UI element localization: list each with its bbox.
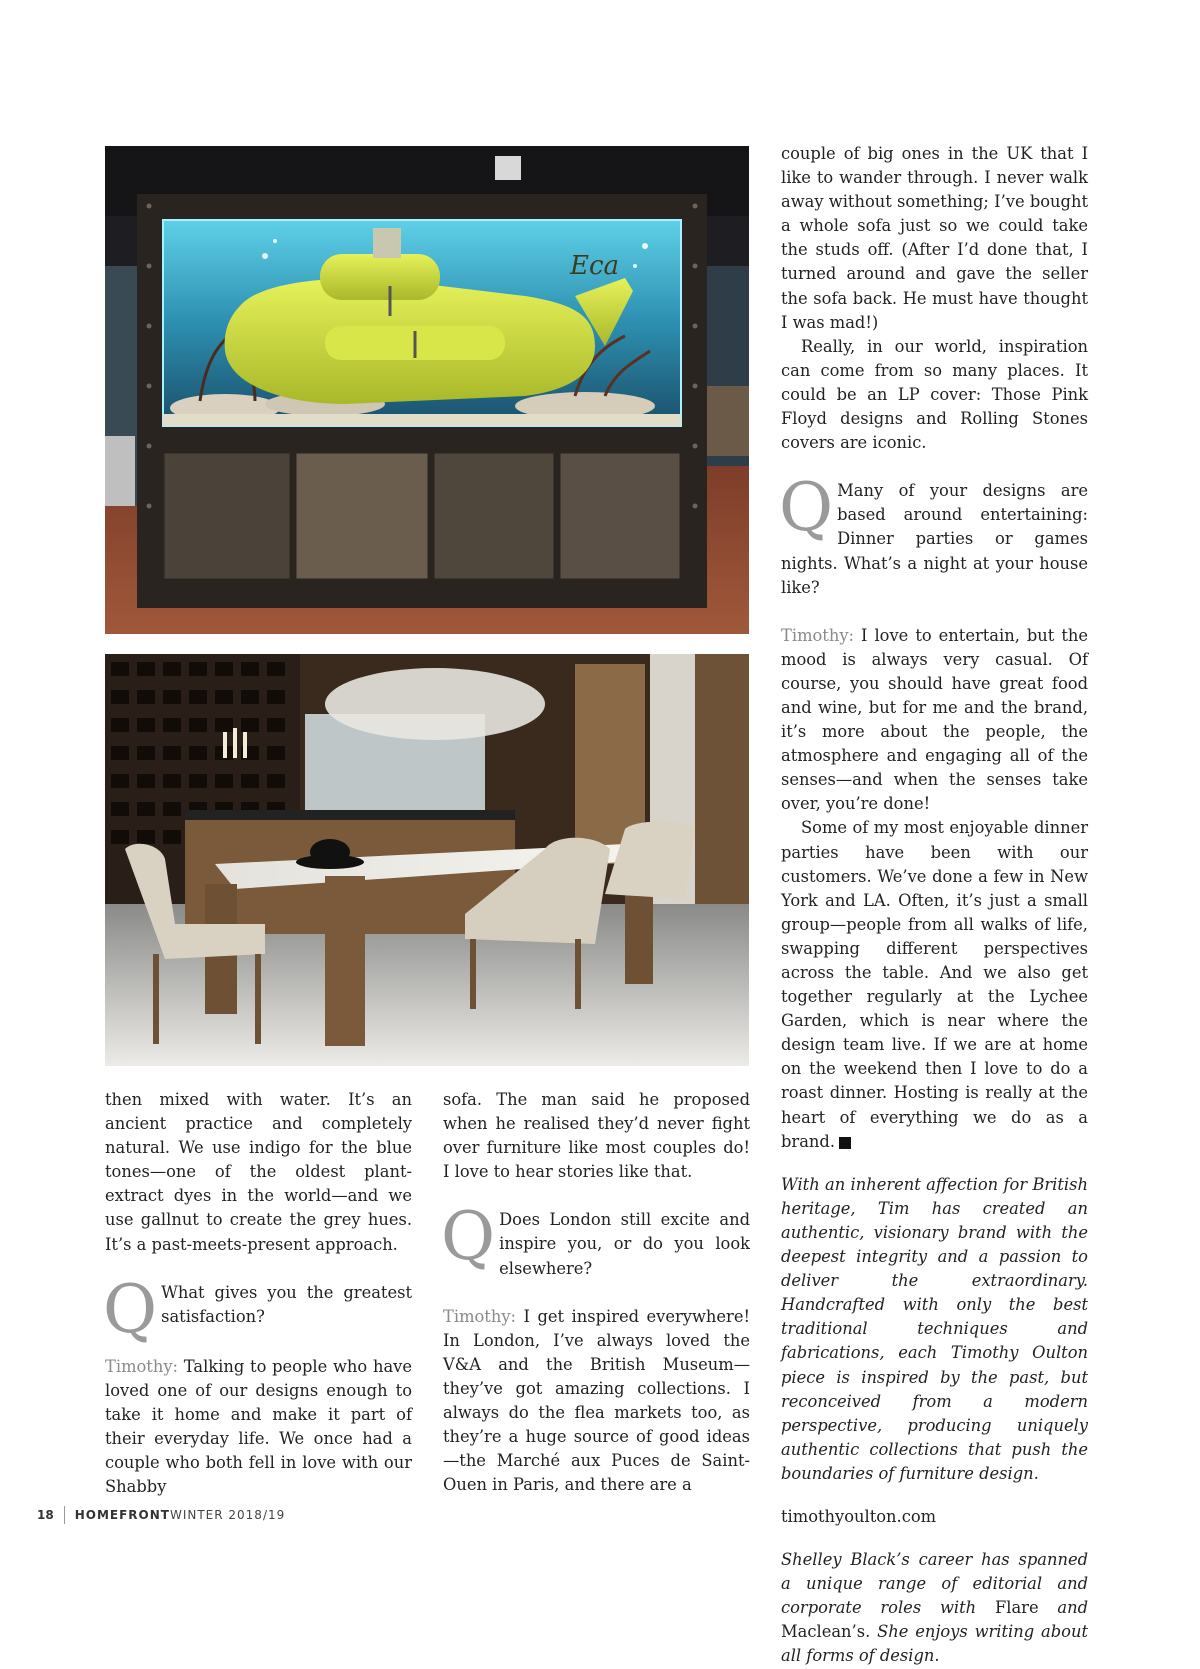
question-block [779,469,1088,599]
author-bio-text: Shelley Black’s career has spanned a unique range of editorial and corporate roles with [781,1550,1088,1618]
answer-paragraph [105,1355,412,1500]
aquarium-submarine-photo [105,146,749,634]
answer-paragraph [781,816,1088,1153]
end-of-article-mark: H [839,1137,851,1149]
speaker-label: Timothy: [781,625,855,645]
page-number: 18 [37,1508,54,1522]
paragraph: then mixed with water. It’s an ancient practice and completely natural. We use indigo for the blue tones—one of the oldest plant-extract dyes in the world—and we use gallnut to create the grey hues. It’s a past-meets-present approach. [105,1090,412,1254]
author-bio [781,1548,1088,1668]
dining-room-illustration [105,654,749,1066]
brand-bio: With an inherent affection for British heritage, Tim has created an authentic, visionary brand with the deepest integrity and a passion to deliver the extraordinary. Handcrafted with only the best traditional techniques and fabrications, each Timothy Oulton piece is inspired by the past, but reconceived from a modern perspective, producing uniquely authentic collections that push the boundaries of furniture design. [781,1174,1088,1483]
aquarium-submarine-illustration [105,146,749,634]
paragraph: sofa. The man said he proposed when he realised they’d never fight over furniture like most couples do! I love to hear stories like that. [443,1090,750,1182]
dining-room-photo [105,654,749,1066]
paragraph: couple of big ones in the UK that I like to wander through. I never walk away without something; I’ve bought a whole sofa just so we could take the studs off. (After I’d done that, I turned around and gave the seller the sofa back. He must have thought I was mad!) [781,144,1088,332]
answer-paragraph [443,1305,750,1498]
author-bio-text: and [1038,1598,1089,1618]
drop-cap-q: Q [103,1270,158,1348]
answer-text: I get inspired everywhere! In London, I’ve always loved the V&A and the British Museum—they’ve got amazing collections. I always do the flea markets too, as they’re a huge source of good ideas—the Marché aux Puces de Saint-Ouen in Paris, and there are a [443,1306,750,1495]
speaker-label: Timothy: [105,1356,179,1376]
page-footer [37,1506,285,1524]
submarine-lettering: Eca [570,251,620,281]
article-column-right [781,142,1088,1669]
article-column-left [105,1088,412,1499]
publication-name: Maclean’s [781,1622,866,1642]
question-block [441,1198,750,1280]
question-text: What gives you the greatest satisfaction? [161,1282,412,1326]
paragraph: Really, in our world, inspiration can come from so many places. It could be an LP cover: Those Pink Floyd designs and Rolling Stones covers are iconic. [781,336,1088,453]
question-block [103,1270,412,1348]
publication-name: Flare [994,1598,1039,1618]
article-column-middle [443,1088,750,1497]
website-link[interactable]: timothyoulton.com [781,1506,937,1526]
speaker-label: Timothy: [443,1306,517,1326]
author-bio-text: . She enjoys writing about all forms of design. [781,1622,1088,1666]
answer-text: I love to entertain, but the mood is always very casual. Of course, you should have great food and wine, but for me and the brand, it’s more about the people, the atmosphere and engaging all of the senses—and when the senses take over, you’re done! [781,625,1088,814]
magazine-name: HOMEFRONT [74,1508,170,1522]
answer-text: Some of my most enjoyable dinner parties have been with our customers. We’ve done a few in New York and LA. Often, it’s just a small group—people from all walks of life, swapping different perspectives across the table. And we also get together regularly at the Lychee Garden, which is near where the design team live. If we are at home on the weekend then I love to do a roast dinner. Hosting is really at the heart of everything we do as a brand. [781,818,1088,1151]
drop-cap-q: Q [441,1198,496,1276]
question-text: Many of your designs are based around entertaining: Dinner parties or games nights. What’s a night at your house like? [781,481,1088,597]
answer-paragraph [781,624,1088,817]
footer-divider [64,1506,65,1524]
question-text: Does London still excite and inspire you, or do you look elsewhere? [499,1210,750,1278]
answer-text: Talking to people who have loved one of our designs enough to take it home and make it part of their everyday life. We once had a couple who both fell in love with our Shabby [105,1356,412,1497]
drop-cap-q: Q [779,469,834,547]
issue-label: WINTER 2018/19 [169,1508,286,1522]
